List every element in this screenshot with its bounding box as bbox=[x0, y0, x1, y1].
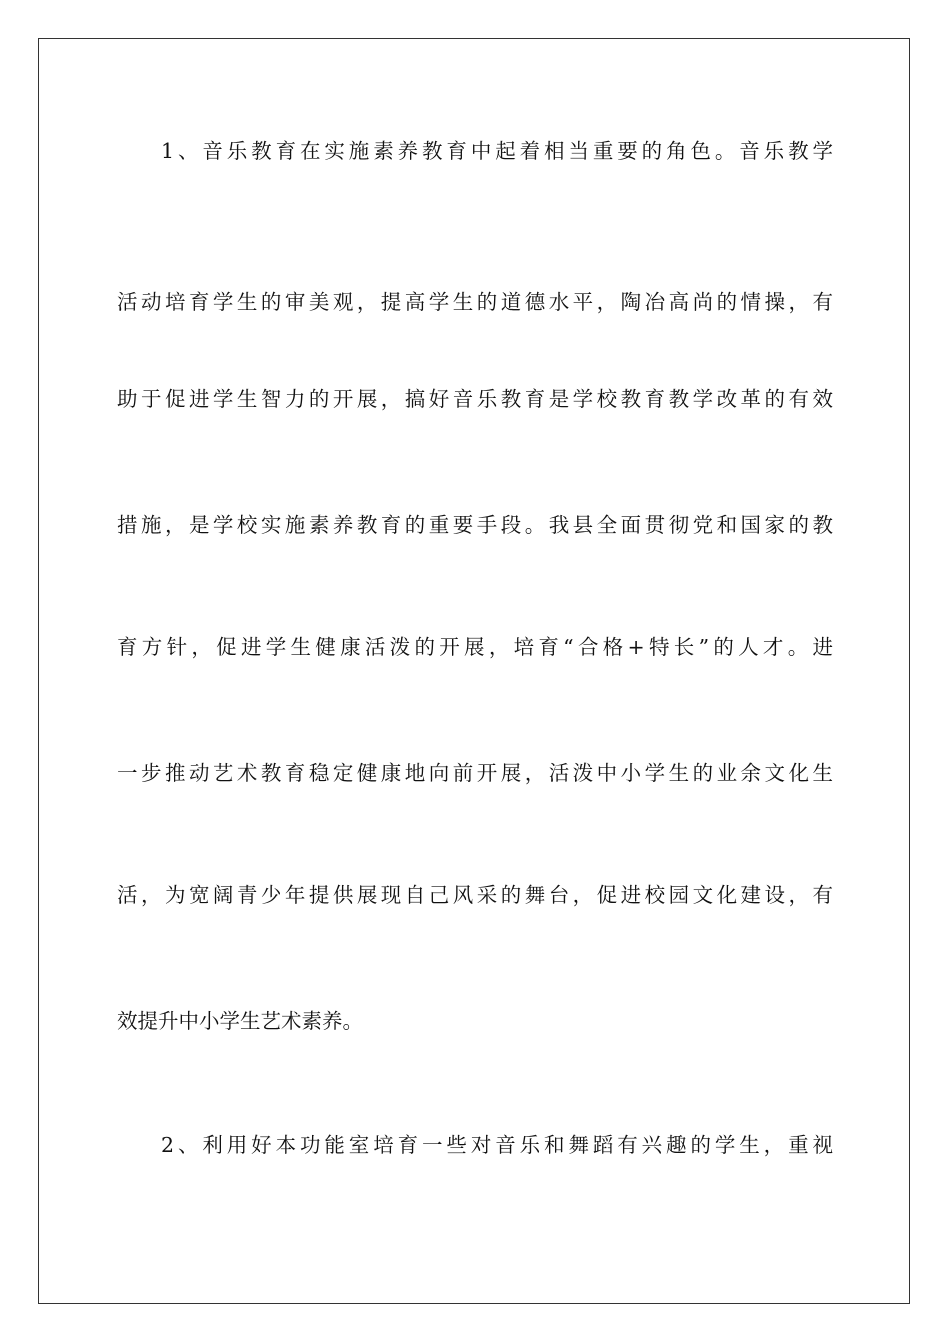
page-border bbox=[38, 38, 910, 1304]
paragraph-1-line-6: 一步推动艺术教育稳定健康地向前开展，活泼中小学生的业余文化生 bbox=[117, 761, 833, 785]
paragraph-1-line-5: 育方针，促进学生健康活泼的开展，培育“合格+特长”的人才。进 bbox=[117, 635, 833, 659]
paragraph-1-line-4: 措施，是学校实施素养教育的重要手段。我县全面贯彻党和国家的教 bbox=[117, 513, 833, 537]
paragraph-1-line-7: 活，为宽阔青少年提供展现自己风采的舞台，促进校园文化建设，有 bbox=[117, 883, 833, 907]
paragraph-1-line-2: 活动培育学生的审美观，提高学生的道德水平，陶冶高尚的情操，有 bbox=[117, 290, 833, 314]
paragraph-1-line-3: 助于促进学生智力的开展，搞好音乐教育是学校教育教学改革的有效 bbox=[117, 387, 833, 411]
paragraph-2-line-1: 2、利用好本功能室培育一些对音乐和舞蹈有兴趣的学生，重视 bbox=[161, 1133, 833, 1157]
paragraph-1-line-8: 效提升中小学生艺术素养。 bbox=[117, 1009, 363, 1033]
paragraph-1-line-1: 1、音乐教育在实施素养教育中起着相当重要的角色。音乐教学 bbox=[161, 139, 833, 163]
